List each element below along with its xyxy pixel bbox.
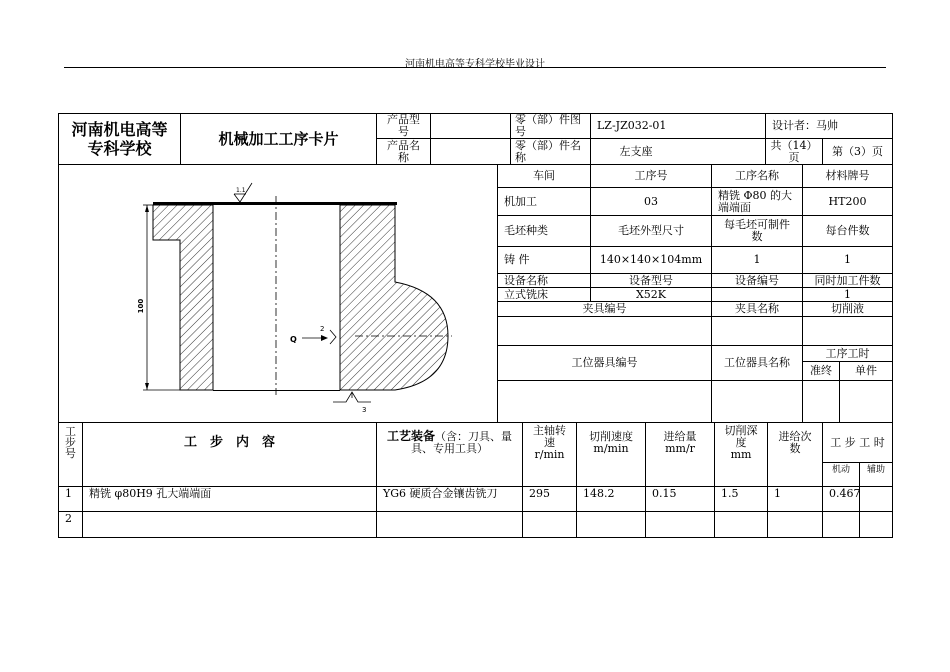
card-title: 机械加工工序卡片 — [218, 130, 339, 148]
equip-model-value: X52K — [635, 287, 667, 301]
station-tool-name-label: 工位器具名称 — [724, 356, 790, 369]
step-machine-time: 0.467 — [829, 487, 861, 500]
product-name-label: 产品名 称 — [387, 138, 420, 164]
op-time-label: 工序工时 — [825, 346, 870, 360]
step-content — [83, 512, 376, 526]
passes-header: 进给次 数 — [778, 429, 812, 455]
aux-time-header: 辅助 — [866, 465, 885, 475]
equipment-header: 工艺装备（含：刀具、量 具、专用工具） — [386, 429, 512, 455]
coolant-label: 切削液 — [831, 302, 864, 315]
step-equipment: YG6 硬质合金镶齿铣刀 — [383, 487, 498, 500]
left-wall-section — [153, 205, 213, 390]
machine-time-header: 机动 — [831, 465, 850, 475]
step-content-header: 工 步 内 容 — [183, 434, 275, 450]
step-passes: 1 — [774, 487, 781, 500]
op-name-value: 精铣 Φ80 的大 端端面 — [718, 188, 793, 214]
step-no-header: 工 步 号 — [65, 425, 76, 460]
total-pages: 共（14） 页 — [770, 138, 818, 164]
product-model-label: 产品型 号 — [387, 113, 420, 138]
blank-type-value: 铸 件 — [504, 253, 530, 266]
material-value: HT200 — [828, 194, 867, 208]
cutting-speed-header: 切削速度 m/min — [589, 429, 633, 455]
equip-model-label: 设备型号 — [629, 273, 673, 287]
blank-type-label: 毛坯种类 — [504, 224, 548, 237]
step-number: 2 — [65, 512, 72, 525]
workshop-value: 机加工 — [504, 194, 537, 208]
op-name-label: 工序名称 — [735, 169, 779, 182]
op-no-label: 工序号 — [634, 169, 668, 182]
step-content: 精铣 φ80H9 孔大端端面 — [89, 487, 212, 500]
equip-no-value — [712, 288, 802, 301]
step-spindle: 295 — [529, 487, 550, 500]
unit-time-label: 单件 — [855, 364, 877, 377]
spindle-speed-header: 主轴转 速 r/min — [533, 423, 566, 461]
part-drawing-label: 零（部）件图 号 — [515, 113, 581, 138]
page-header: 河南机电高等专科学校毕业设计 — [405, 59, 545, 70]
part-drawing-number: LZ-JZ032-01 — [597, 119, 667, 132]
simultaneous-label: 同时加工件数 — [814, 273, 881, 287]
label-q: Q — [290, 335, 297, 344]
roughness-label: 1.1 — [236, 187, 246, 194]
part-name-value: 左支座 — [619, 144, 653, 158]
per-blank-label: 每毛坯可制件 数 — [724, 218, 790, 243]
step-depth: 1.5 — [721, 487, 739, 500]
station-tool-no-label: 工位器具编号 — [571, 356, 638, 369]
blank-size-value: 140×140×104mm — [599, 253, 703, 266]
designer: 设计者：马帅 — [772, 119, 838, 132]
product-model-value — [431, 114, 510, 138]
per-unit-label: 每台件数 — [825, 224, 870, 237]
step-aux-time — [860, 487, 892, 501]
feed-header: 进给量 mm/r — [663, 429, 697, 455]
right-wall-section — [340, 205, 448, 390]
step-time-header: 工 步 工 时 — [830, 435, 885, 449]
step-feed: 0.15 — [652, 487, 677, 500]
blank-size-label: 毛坯外型尺寸 — [618, 224, 684, 237]
school-name: 河南机电高等 专科学校 — [71, 120, 168, 158]
step-speed: 148.2 — [583, 487, 615, 500]
equip-no-label: 设备编号 — [735, 273, 779, 287]
equip-name-value: 立式铣床 — [504, 287, 548, 301]
cut-depth-header: 切削深 度 mm — [724, 423, 758, 461]
page-number: 第（3）页 — [832, 144, 883, 158]
material-label: 材料牌号 — [825, 169, 870, 182]
dimension-text: 100 — [137, 298, 145, 314]
equip-name-label: 设备名称 — [504, 273, 548, 287]
fixture-no-label: 夹具编号 — [582, 302, 627, 315]
op-no-value: 03 — [644, 194, 658, 208]
per-unit-value: 1 — [844, 253, 851, 266]
fixture-name-label: 夹具名称 — [735, 302, 779, 315]
workshop-label: 车间 — [533, 169, 555, 182]
prep-time-label: 准终 — [810, 364, 832, 377]
label-3: 3 — [362, 406, 367, 414]
label-2: 2 — [320, 325, 325, 333]
product-name-value — [431, 139, 510, 164]
part-name-label: 零（部）件名 称 — [515, 138, 581, 164]
simultaneous-value: 1 — [844, 287, 851, 301]
step-number: 1 — [65, 487, 72, 500]
per-blank-value: 1 — [753, 253, 761, 266]
